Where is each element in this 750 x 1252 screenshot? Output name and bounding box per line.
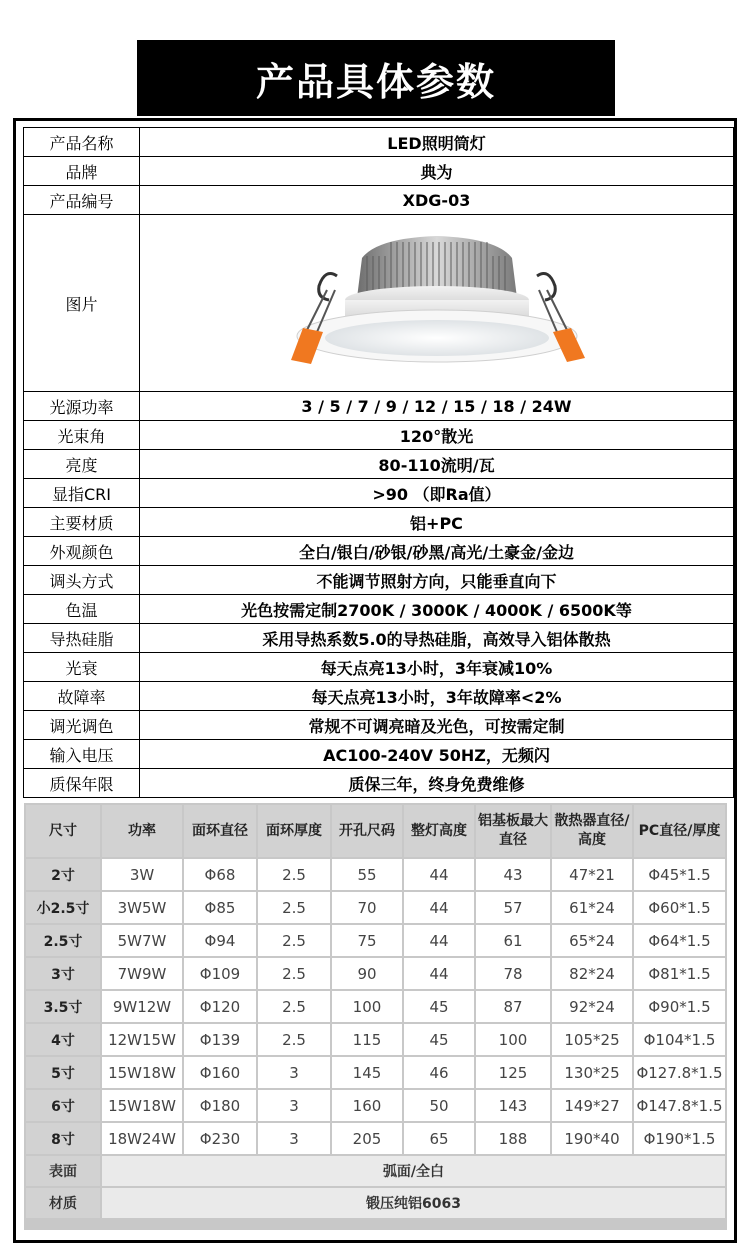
size-cell: 205 bbox=[332, 1123, 402, 1154]
size-header-cell: 散热器直径/高度 bbox=[552, 805, 632, 857]
footer-value: 锻压纯铝6063 bbox=[102, 1188, 725, 1218]
spec-table bbox=[23, 127, 734, 798]
spec-value: AC100-240V 50HZ，无频闪 bbox=[140, 740, 734, 769]
size-cell: 65 bbox=[404, 1123, 474, 1154]
size-cell: Φ60*1.5 bbox=[634, 892, 725, 923]
size-cell: 75 bbox=[332, 925, 402, 956]
spec-key: 图片 bbox=[24, 215, 140, 392]
spec-key: 显指CRI bbox=[24, 479, 140, 508]
size-header-cell: 功率 bbox=[102, 805, 182, 857]
spec-key: 外观颜色 bbox=[24, 537, 140, 566]
size-cell: 100 bbox=[476, 1024, 550, 1055]
spec-key: 输入电压 bbox=[24, 740, 140, 769]
size-cell: 2.5 bbox=[258, 859, 330, 890]
size-cell: 43 bbox=[476, 859, 550, 890]
size-cell: 3W5W bbox=[102, 892, 182, 923]
size-label: 6寸 bbox=[26, 1090, 100, 1121]
size-row bbox=[26, 925, 725, 956]
size-cell: 70 bbox=[332, 892, 402, 923]
size-cell: 115 bbox=[332, 1024, 402, 1055]
product-image bbox=[140, 215, 734, 392]
spec-value: 常规不可调亮暗及光色，可按需定制 bbox=[140, 711, 734, 740]
size-cell: 15W18W bbox=[102, 1057, 182, 1088]
size-row bbox=[26, 892, 725, 923]
size-cell: 44 bbox=[404, 859, 474, 890]
size-cell: Φ180 bbox=[184, 1090, 256, 1121]
spec-key: 故障率 bbox=[24, 682, 140, 711]
size-cell: 2.5 bbox=[258, 1024, 330, 1055]
size-row bbox=[26, 1024, 725, 1055]
size-cell: 57 bbox=[476, 892, 550, 923]
size-cell: Φ109 bbox=[184, 958, 256, 989]
size-label: 8寸 bbox=[26, 1123, 100, 1154]
size-cell: 15W18W bbox=[102, 1090, 182, 1121]
size-cell: 92*24 bbox=[552, 991, 632, 1022]
size-cell: 12W15W bbox=[102, 1024, 182, 1055]
size-cell: 2.5 bbox=[258, 925, 330, 956]
size-cell: 45 bbox=[404, 1024, 474, 1055]
spec-row bbox=[24, 537, 734, 566]
size-cell: 3 bbox=[258, 1057, 330, 1088]
size-header-cell: 面环厚度 bbox=[258, 805, 330, 857]
size-row bbox=[26, 859, 725, 890]
size-cell: Φ81*1.5 bbox=[634, 958, 725, 989]
size-cell: 3 bbox=[258, 1090, 330, 1121]
size-cell: 90 bbox=[332, 958, 402, 989]
spec-row bbox=[24, 215, 734, 392]
size-cell: 145 bbox=[332, 1057, 402, 1088]
size-table bbox=[24, 803, 727, 1220]
size-cell: 47*21 bbox=[552, 859, 632, 890]
spec-key: 亮度 bbox=[24, 450, 140, 479]
size-cell: 9W12W bbox=[102, 991, 182, 1022]
size-cell: 7W9W bbox=[102, 958, 182, 989]
page-title: 产品具体参数 bbox=[255, 59, 496, 104]
spec-row bbox=[24, 740, 734, 769]
size-row bbox=[26, 1057, 725, 1088]
downlight-product-image bbox=[267, 228, 607, 378]
size-cell: Φ139 bbox=[184, 1024, 256, 1055]
spec-value: 每天点亮13小时，3年衰减10% bbox=[140, 653, 734, 682]
spec-value: 120°散光 bbox=[140, 421, 734, 450]
size-cell: 65*24 bbox=[552, 925, 632, 956]
size-cell: 5W7W bbox=[102, 925, 182, 956]
size-cell: 125 bbox=[476, 1057, 550, 1088]
spec-row bbox=[24, 566, 734, 595]
size-label: 3寸 bbox=[26, 958, 100, 989]
spec-key: 调光调色 bbox=[24, 711, 140, 740]
spec-value: >90 （即Ra值） bbox=[140, 479, 734, 508]
size-cell: 55 bbox=[332, 859, 402, 890]
spec-row bbox=[24, 392, 734, 421]
size-label: 3.5寸 bbox=[26, 991, 100, 1022]
spec-row bbox=[24, 508, 734, 537]
size-cell: Φ160 bbox=[184, 1057, 256, 1088]
footer-value: 弧面/全白 bbox=[102, 1156, 725, 1186]
size-cell: 2.5 bbox=[258, 892, 330, 923]
spec-key: 产品名称 bbox=[24, 128, 140, 157]
size-cell: Φ230 bbox=[184, 1123, 256, 1154]
size-cell: Φ147.8*1.5 bbox=[634, 1090, 725, 1121]
size-cell: 149*27 bbox=[552, 1090, 632, 1121]
size-header-cell: 尺寸 bbox=[26, 805, 100, 857]
size-cell: 160 bbox=[332, 1090, 402, 1121]
size-cell: 100 bbox=[332, 991, 402, 1022]
spec-row bbox=[24, 653, 734, 682]
size-cell: 190*40 bbox=[552, 1123, 632, 1154]
size-row bbox=[26, 1090, 725, 1121]
size-header-cell: 面环直径 bbox=[184, 805, 256, 857]
size-cell: 2.5 bbox=[258, 958, 330, 989]
spec-row bbox=[24, 711, 734, 740]
size-cell: 3 bbox=[258, 1123, 330, 1154]
size-cell: Φ190*1.5 bbox=[634, 1123, 725, 1154]
size-cell: 188 bbox=[476, 1123, 550, 1154]
spec-row bbox=[24, 157, 734, 186]
spec-key: 主要材质 bbox=[24, 508, 140, 537]
size-cell: Φ120 bbox=[184, 991, 256, 1022]
spec-key: 色温 bbox=[24, 595, 140, 624]
spec-key: 调头方式 bbox=[24, 566, 140, 595]
size-cell: 44 bbox=[404, 958, 474, 989]
size-cell: Φ94 bbox=[184, 925, 256, 956]
size-cell: 143 bbox=[476, 1090, 550, 1121]
size-row bbox=[26, 1123, 725, 1154]
size-row bbox=[26, 958, 725, 989]
spec-row bbox=[24, 595, 734, 624]
size-footer-row bbox=[26, 1188, 725, 1218]
spec-value: 不能调节照射方向，只能垂直向下 bbox=[140, 566, 734, 595]
size-cell: Φ104*1.5 bbox=[634, 1024, 725, 1055]
size-header-cell: 整灯高度 bbox=[404, 805, 474, 857]
size-cell: 50 bbox=[404, 1090, 474, 1121]
size-header-row bbox=[26, 805, 725, 857]
spec-row bbox=[24, 128, 734, 157]
spec-row bbox=[24, 450, 734, 479]
size-footer-row bbox=[26, 1156, 725, 1186]
size-cell: Φ90*1.5 bbox=[634, 991, 725, 1022]
size-header-cell: 开孔尺码 bbox=[332, 805, 402, 857]
spec-value: 光色按需定制2700K / 3000K / 4000K / 6500K等 bbox=[140, 595, 734, 624]
spec-value: LED照明筒灯 bbox=[140, 128, 734, 157]
size-cell: 3W bbox=[102, 859, 182, 890]
spec-key: 品牌 bbox=[24, 157, 140, 186]
spec-value: 80-110流明/瓦 bbox=[140, 450, 734, 479]
spec-row bbox=[24, 682, 734, 711]
size-cell: 130*25 bbox=[552, 1057, 632, 1088]
page-title-banner bbox=[137, 40, 615, 116]
size-cell: 44 bbox=[404, 925, 474, 956]
spec-row bbox=[24, 624, 734, 653]
size-cell: 44 bbox=[404, 892, 474, 923]
size-header-cell: 铝基板最大直径 bbox=[476, 805, 550, 857]
spec-key: 光束角 bbox=[24, 421, 140, 450]
size-cell: 87 bbox=[476, 991, 550, 1022]
size-cell: Φ85 bbox=[184, 892, 256, 923]
size-label: 2寸 bbox=[26, 859, 100, 890]
size-cell: 46 bbox=[404, 1057, 474, 1088]
spec-key: 导热硅脂 bbox=[24, 624, 140, 653]
size-cell: 61 bbox=[476, 925, 550, 956]
spec-value: 全白/银白/砂银/砂黑/高光/土豪金/金边 bbox=[140, 537, 734, 566]
spec-value: 质保三年，终身免费维修 bbox=[140, 769, 734, 798]
size-cell: Φ64*1.5 bbox=[634, 925, 725, 956]
size-label: 2.5寸 bbox=[26, 925, 100, 956]
size-cell: 18W24W bbox=[102, 1123, 182, 1154]
size-cell: 105*25 bbox=[552, 1024, 632, 1055]
spec-value: 典为 bbox=[140, 157, 734, 186]
size-cell: 61*24 bbox=[552, 892, 632, 923]
spec-key: 质保年限 bbox=[24, 769, 140, 798]
footer-key: 表面 bbox=[26, 1156, 100, 1186]
size-cell: Φ127.8*1.5 bbox=[634, 1057, 725, 1088]
footer-key: 材质 bbox=[26, 1188, 100, 1218]
size-cell: 2.5 bbox=[258, 991, 330, 1022]
size-label: 4寸 bbox=[26, 1024, 100, 1055]
spec-row bbox=[24, 479, 734, 508]
size-label: 5寸 bbox=[26, 1057, 100, 1088]
size-row bbox=[26, 991, 725, 1022]
size-cell: 82*24 bbox=[552, 958, 632, 989]
size-label: 小2.5寸 bbox=[26, 892, 100, 923]
spec-row bbox=[24, 186, 734, 215]
size-cell: 78 bbox=[476, 958, 550, 989]
spec-value: 每天点亮13小时，3年故障率<2% bbox=[140, 682, 734, 711]
size-cell: Φ68 bbox=[184, 859, 256, 890]
spec-key: 光源功率 bbox=[24, 392, 140, 421]
size-cell: Φ45*1.5 bbox=[634, 859, 725, 890]
spec-key: 产品编号 bbox=[24, 186, 140, 215]
spec-value: 采用导热系数5.0的导热硅脂，高效导入铝体散热 bbox=[140, 624, 734, 653]
size-header-cell: PC直径/厚度 bbox=[634, 805, 725, 857]
spec-row bbox=[24, 769, 734, 798]
spec-key: 光衰 bbox=[24, 653, 140, 682]
spec-value: XDG-03 bbox=[140, 186, 734, 215]
spec-value: 3 / 5 / 7 / 9 / 12 / 15 / 18 / 24W bbox=[140, 392, 734, 421]
spec-value: 铝+PC bbox=[140, 508, 734, 537]
spec-row bbox=[24, 421, 734, 450]
size-cell: 45 bbox=[404, 991, 474, 1022]
